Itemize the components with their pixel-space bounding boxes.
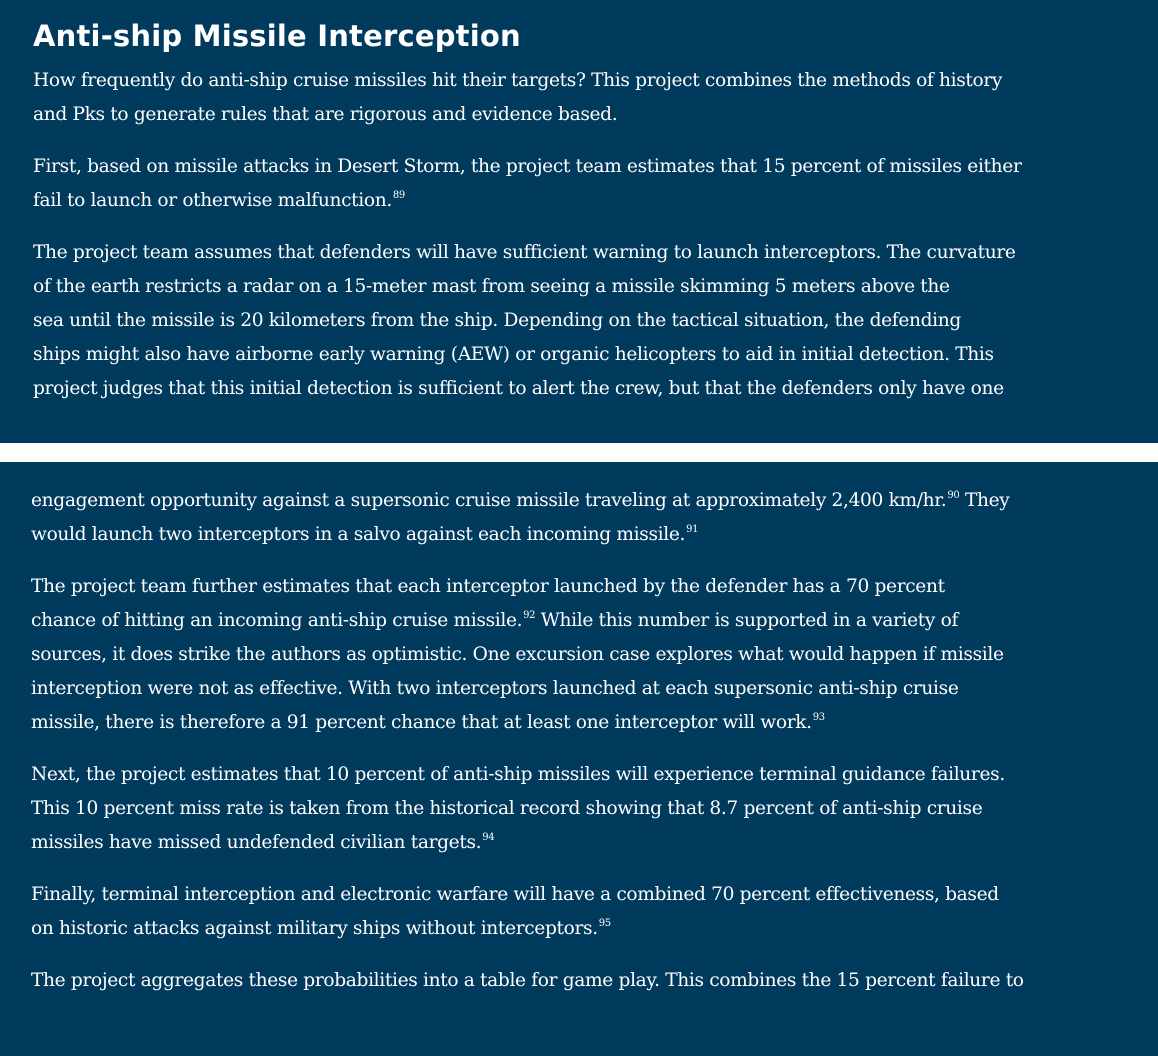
text-line: Finally, terminal interception and electronic warfare will have a combined 70 percent effectiveness, based (31, 884, 999, 905)
text-line: ships might also have airborne early warning (AEW) or organic helicopters to aid in initial detection. This (33, 344, 994, 365)
paragraph-warning (33, 236, 1136, 406)
page-top-panel (0, 0, 1158, 443)
footnote-ref-92: 92 (523, 610, 536, 621)
text-line: of the earth restricts a radar on a 15-meter mast from seeing a missile skimming 5 meters above the (33, 276, 950, 297)
paragraph-engagement (31, 484, 1136, 552)
footnote-ref-93: 93 (812, 712, 825, 723)
text-line: First, based on missile attacks in Desert Storm, the project team estimates that 15 percent of missiles either (33, 156, 1022, 177)
text-fragment: would launch two interceptors in a salvo against each incoming missile. (31, 524, 686, 545)
text-fragment: They (959, 490, 1010, 511)
text-line: The project team further estimates that each interceptor launched by the defender has a 70 percent (31, 576, 945, 597)
text-fragment: on historic attacks against military ships without interceptors. (31, 918, 598, 939)
text-line: The project team assumes that defenders will have sufficient warning to launch interceptors. The curvature (33, 242, 1016, 263)
paragraph-aggregate (31, 964, 1136, 998)
text-line (33, 184, 1136, 218)
text-line: sources, it does strike the authors as optimistic. One excursion case explores what would happen if missile (31, 644, 1004, 665)
paragraph-terminal-guidance (31, 758, 1136, 860)
text-line (31, 912, 1136, 946)
footnote-ref-89: 89 (392, 190, 405, 201)
text-line: This 10 percent miss rate is taken from the historical record showing that 8.7 percent of anti-ship cruise (31, 798, 983, 819)
footnote-ref-90: 90 (947, 490, 960, 501)
text-fragment: missiles have missed undefended civilian targets. (31, 832, 482, 853)
text-fragment: engagement opportunity against a supersonic cruise missile traveling at approximately 2,400 km/hr. (31, 490, 947, 511)
text-line: interception were not as effective. With two interceptors launched at each supersonic anti-ship cruise (31, 678, 959, 699)
text-line: and Pks to generate rules that are rigorous and evidence based. (33, 104, 618, 125)
text-line: The project aggregates these probabilities into a table for game play. This combines the 15 percent failure to (31, 970, 1024, 991)
paragraph-desert-storm (33, 150, 1136, 218)
text-fragment: chance of hitting an incoming anti-ship cruise missile. (31, 610, 523, 631)
footnote-ref-94: 94 (482, 832, 495, 843)
paragraph-interceptor (31, 570, 1136, 740)
section-heading: Anti-ship Missile Interception (33, 19, 521, 53)
paragraph-intro (33, 64, 1136, 132)
text-line: sea until the missile is 20 kilometers from the ship. Depending on the tactical situation, the defending (33, 310, 961, 331)
text-fragment: missile, there is therefore a 91 percent chance that at least one interceptor will work. (31, 712, 812, 733)
text-line: How frequently do anti-ship cruise missiles hit their targets? This project combines the methods of history (33, 70, 1003, 91)
text-line (31, 826, 1136, 860)
text-fragment: fail to launch or otherwise malfunction. (33, 190, 392, 211)
text-line (31, 484, 1136, 518)
text-fragment: While this number is supported in a variety of (535, 610, 959, 631)
footnote-ref-95: 95 (598, 918, 611, 929)
text-line (31, 604, 1136, 638)
text-line (31, 706, 1136, 740)
page-bottom-panel (0, 462, 1158, 1056)
text-line: Next, the project estimates that 10 percent of anti-ship missiles will experience terminal guidance failures. (31, 764, 1005, 785)
text-line (31, 518, 1136, 552)
footnote-ref-91: 91 (686, 524, 699, 535)
paragraph-electronic-warfare (31, 878, 1136, 946)
text-line: project judges that this initial detection is sufficient to alert the crew, but that the defenders only have one (33, 378, 1004, 399)
